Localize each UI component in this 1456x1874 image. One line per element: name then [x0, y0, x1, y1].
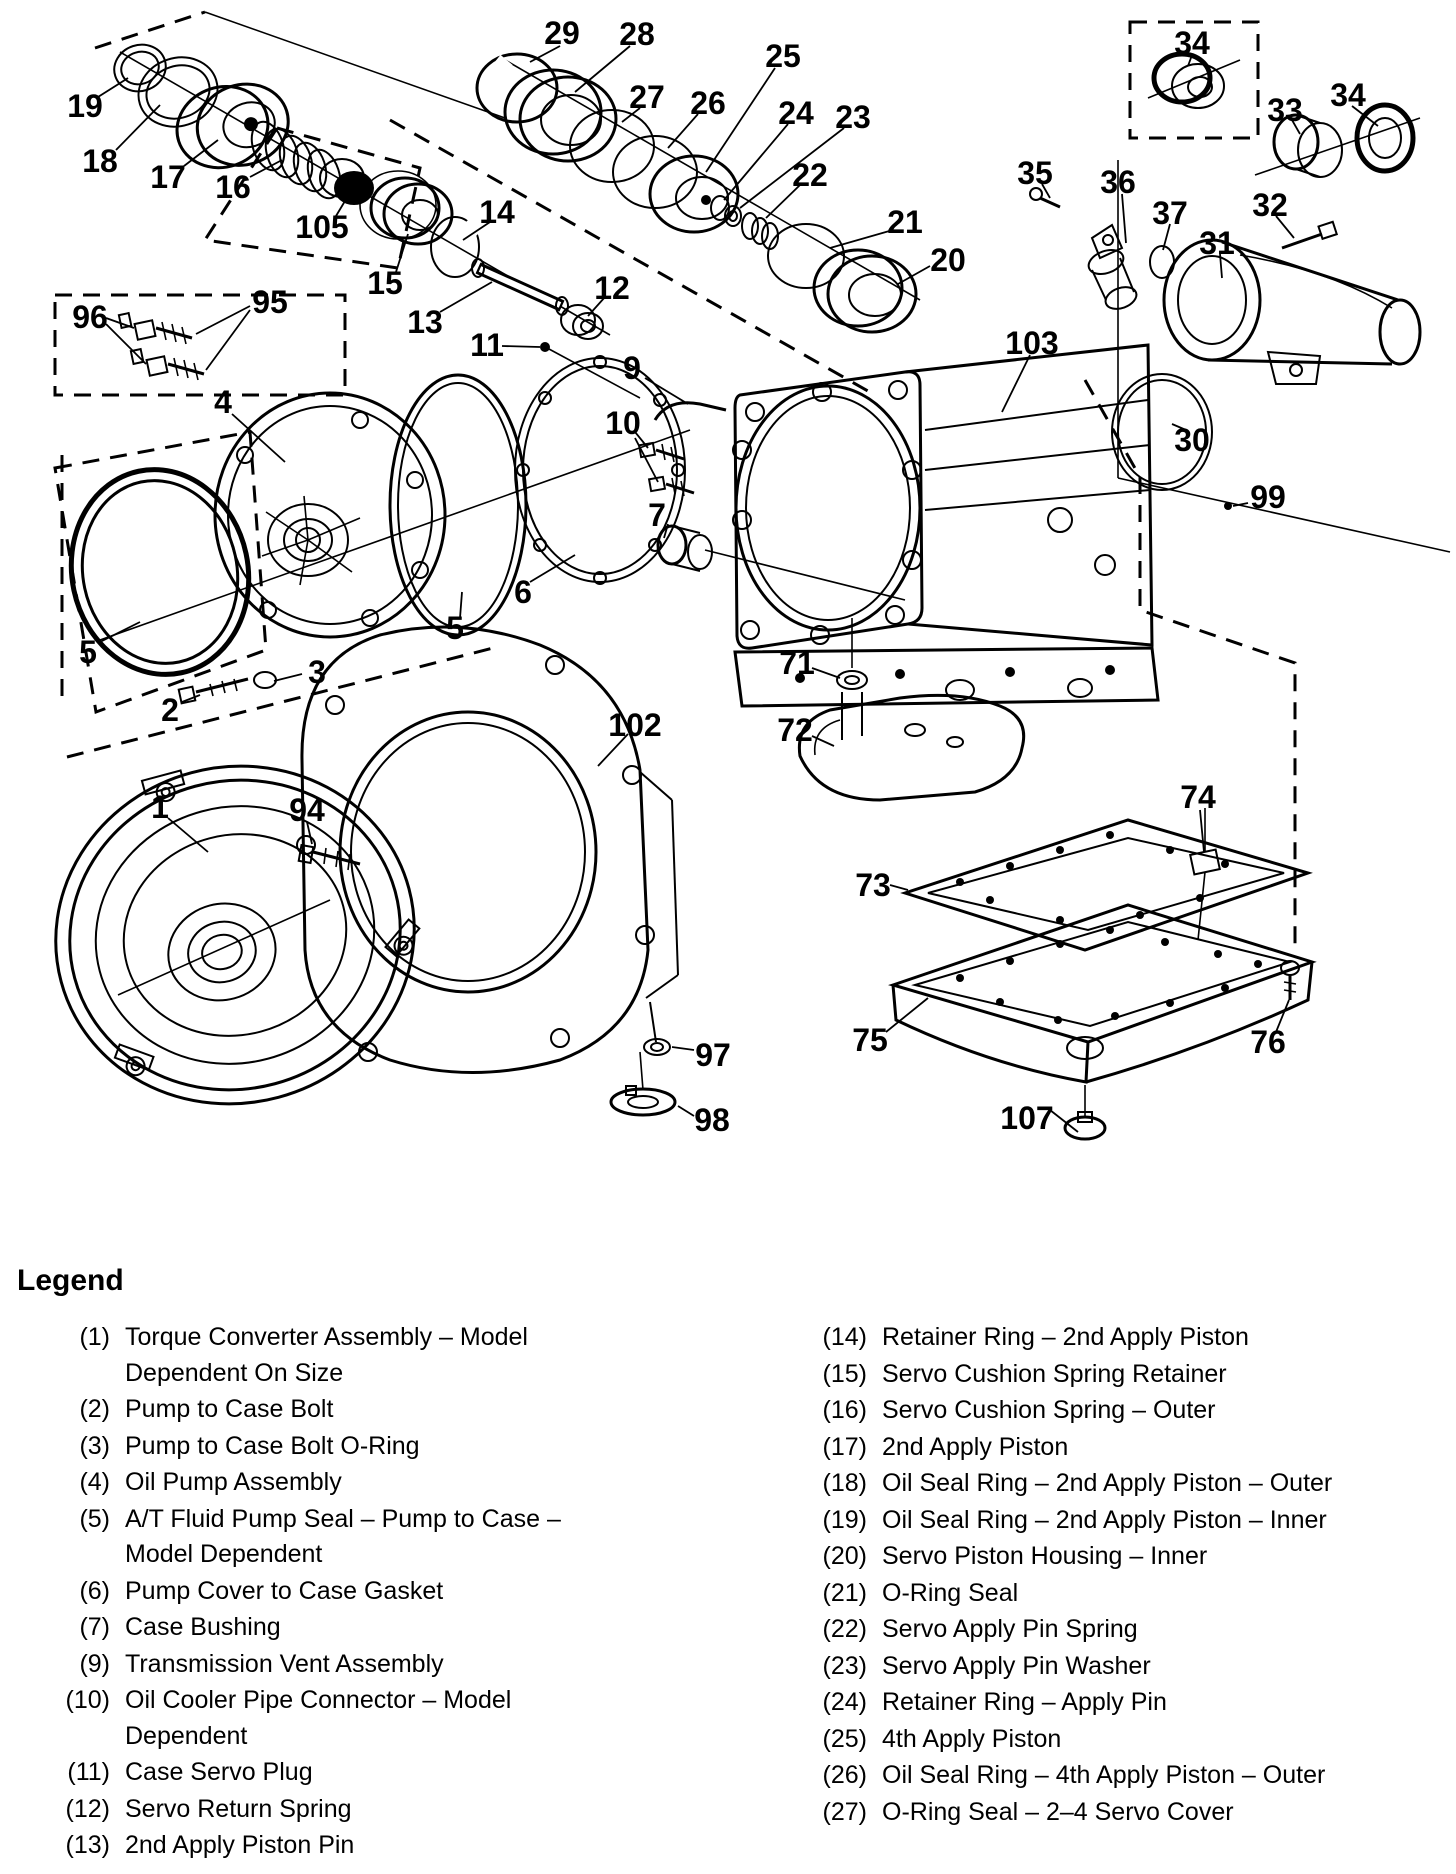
- legend-item: (10) Oil Cooler Pipe Connector – Model Dependent: [65, 1686, 512, 1750]
- legend-item: (2) Pump to Case Bolt: [79, 1395, 334, 1423]
- construction-lines: [55, 12, 1450, 952]
- callout-36: 36: [1100, 164, 1136, 200]
- callout-25: 25: [765, 38, 801, 74]
- cooler-pipe-connectors: [119, 313, 204, 380]
- callout-1: 1: [151, 789, 169, 825]
- callout-5-left: 5: [79, 634, 97, 670]
- pump-seal-right: [390, 375, 526, 635]
- callout-18: 18: [82, 143, 118, 179]
- stud-97: [644, 1002, 670, 1055]
- legend-title: Legend: [17, 1264, 124, 1297]
- legend-item: (14) Retainer Ring – 2nd Apply Piston: [822, 1323, 1249, 1351]
- callout-7: 7: [648, 497, 666, 533]
- pan-magnet-74: [1190, 850, 1220, 875]
- legend-item: (1) Torque Converter Assembly – Model Dependent On Size: [79, 1323, 528, 1387]
- retainer-15: [360, 171, 452, 244]
- callout-96: 96: [72, 299, 108, 335]
- legend-item: (17) 2nd Apply Piston: [822, 1432, 1069, 1461]
- converter-pads: [47, 721, 437, 1079]
- callout-75: 75: [852, 1022, 888, 1058]
- oil-pan-75: [893, 905, 1312, 1082]
- callout-6: 6: [514, 574, 532, 610]
- legend-item: (23) Servo Apply Pin Washer: [822, 1651, 1151, 1680]
- callout-23: 23: [835, 99, 871, 135]
- callout-22: 22: [792, 157, 828, 193]
- callout-9: 9: [623, 350, 641, 386]
- drain-plug-107: [1065, 1085, 1105, 1139]
- legend-item: (22) Servo Apply Pin Spring: [822, 1615, 1138, 1643]
- callout-14: 14: [479, 194, 515, 230]
- legend-item: (11) Case Servo Plug: [67, 1758, 313, 1786]
- callout-105: 105: [295, 209, 349, 245]
- callout-102: 102: [608, 707, 662, 743]
- callout-97: 97: [695, 1037, 731, 1073]
- legend-item: (27) O-Ring Seal – 2–4 Servo Cover: [822, 1797, 1234, 1826]
- callout-72: 72: [777, 712, 813, 748]
- legend: [0, 1258, 1456, 1859]
- legend-item: (26) Oil Seal Ring – 4th Apply Piston – Outer: [822, 1761, 1326, 1789]
- callout-107: 107: [1000, 1100, 1054, 1136]
- legend-item: (18) Oil Seal Ring – 2nd Apply Piston – Outer: [822, 1469, 1333, 1497]
- callout-71: 71: [779, 645, 815, 681]
- callout-29: 29: [544, 15, 580, 51]
- callout-35: 35: [1017, 155, 1053, 191]
- legend-item: (7) Case Bushing: [79, 1613, 281, 1641]
- bolt-o-ring-3: [254, 672, 276, 688]
- seal-34-right: [1357, 105, 1413, 171]
- piston-pin-13: [472, 259, 568, 315]
- callout-16: 16: [215, 169, 251, 205]
- extension-housing-group: [1030, 54, 1420, 510]
- legend-column-left: [38, 1320, 583, 1865]
- callout-74: 74: [1180, 779, 1216, 815]
- callout-10: 10: [605, 405, 641, 441]
- plug-99: [1224, 502, 1232, 510]
- legend-item: (9) Transmission Vent Assembly: [79, 1649, 444, 1678]
- callout-2: 2: [161, 692, 179, 728]
- filter-group: [799, 671, 1023, 800]
- legend-item: (3) Pump to Case Bolt O-Ring: [79, 1431, 420, 1460]
- callout-15: 15: [367, 265, 403, 301]
- pump-to-case-bolt: [179, 672, 276, 703]
- callout-76: 76: [1250, 1024, 1286, 1060]
- legend-item: (25) 4th Apply Piston: [822, 1724, 1062, 1753]
- legend-item: (24) Retainer Ring – Apply Pin: [822, 1688, 1167, 1716]
- filter-seal-71: [837, 671, 867, 689]
- callout-30: 30: [1174, 422, 1210, 458]
- callout-73: 73: [855, 867, 891, 903]
- callout-11: 11: [470, 327, 504, 363]
- callout-5-mid: 5: [446, 610, 464, 646]
- callout-31: 31: [1199, 225, 1235, 261]
- callout-13: 13: [407, 304, 443, 340]
- extension-housing-31: [1164, 240, 1420, 384]
- callout-21: 21: [887, 204, 923, 240]
- legend-item: (16) Servo Cushion Spring – Outer: [822, 1396, 1216, 1424]
- callout-20: 20: [930, 242, 966, 278]
- legend-item: (6) Pump Cover to Case Gasket: [79, 1576, 444, 1605]
- extension-bolt-32: [1282, 222, 1337, 248]
- cooler-fitting-lower: [649, 477, 694, 496]
- callout-4: 4: [214, 384, 232, 420]
- callout-94: 94: [289, 792, 325, 828]
- callout-17: 17: [150, 159, 186, 195]
- plug-98: [611, 1052, 675, 1115]
- legend-item: (21) O-Ring Seal: [822, 1578, 1019, 1607]
- callout-19: 19: [67, 88, 103, 124]
- callout-99: 99: [1250, 479, 1286, 515]
- callout-3: 3: [308, 654, 326, 690]
- callout-32: 32: [1252, 187, 1288, 223]
- torque-converter: [16, 721, 452, 1144]
- callout-27: 27: [629, 79, 665, 115]
- legend-item: (13) 2nd Apply Piston Pin: [65, 1831, 355, 1859]
- legend-column-right: [795, 1320, 1395, 1831]
- bell-housing: [297, 627, 678, 1115]
- legend-item: (20) Servo Piston Housing – Inner: [822, 1542, 1208, 1570]
- speed-sensor-36: [1085, 225, 1139, 313]
- oil-pan-group: [893, 820, 1312, 1139]
- callout-37: 37: [1152, 195, 1188, 231]
- legend-item: (5) A/T Fluid Pump Seal – Pump to Case – Model Dependent: [79, 1504, 561, 1568]
- legend-item: (12) Servo Return Spring: [65, 1794, 352, 1823]
- legend-item: (15) Servo Cushion Spring Retainer: [822, 1359, 1227, 1388]
- callout-103: 103: [1005, 325, 1059, 361]
- callout-34-right: 34: [1330, 77, 1366, 113]
- legend-item: (19) Oil Seal Ring – 2nd Apply Piston – Inner: [822, 1505, 1327, 1534]
- callout-95: 95: [252, 284, 288, 320]
- callout-33: 33: [1267, 92, 1303, 128]
- callout-28: 28: [619, 16, 655, 52]
- callout-24: 24: [778, 95, 814, 131]
- legend-item: (4) Oil Pump Assembly: [79, 1468, 342, 1496]
- callout-26: 26: [690, 85, 726, 121]
- callout-98: 98: [694, 1102, 730, 1138]
- callout-12: 12: [594, 270, 630, 306]
- callout-34-boxed: 34: [1174, 25, 1210, 61]
